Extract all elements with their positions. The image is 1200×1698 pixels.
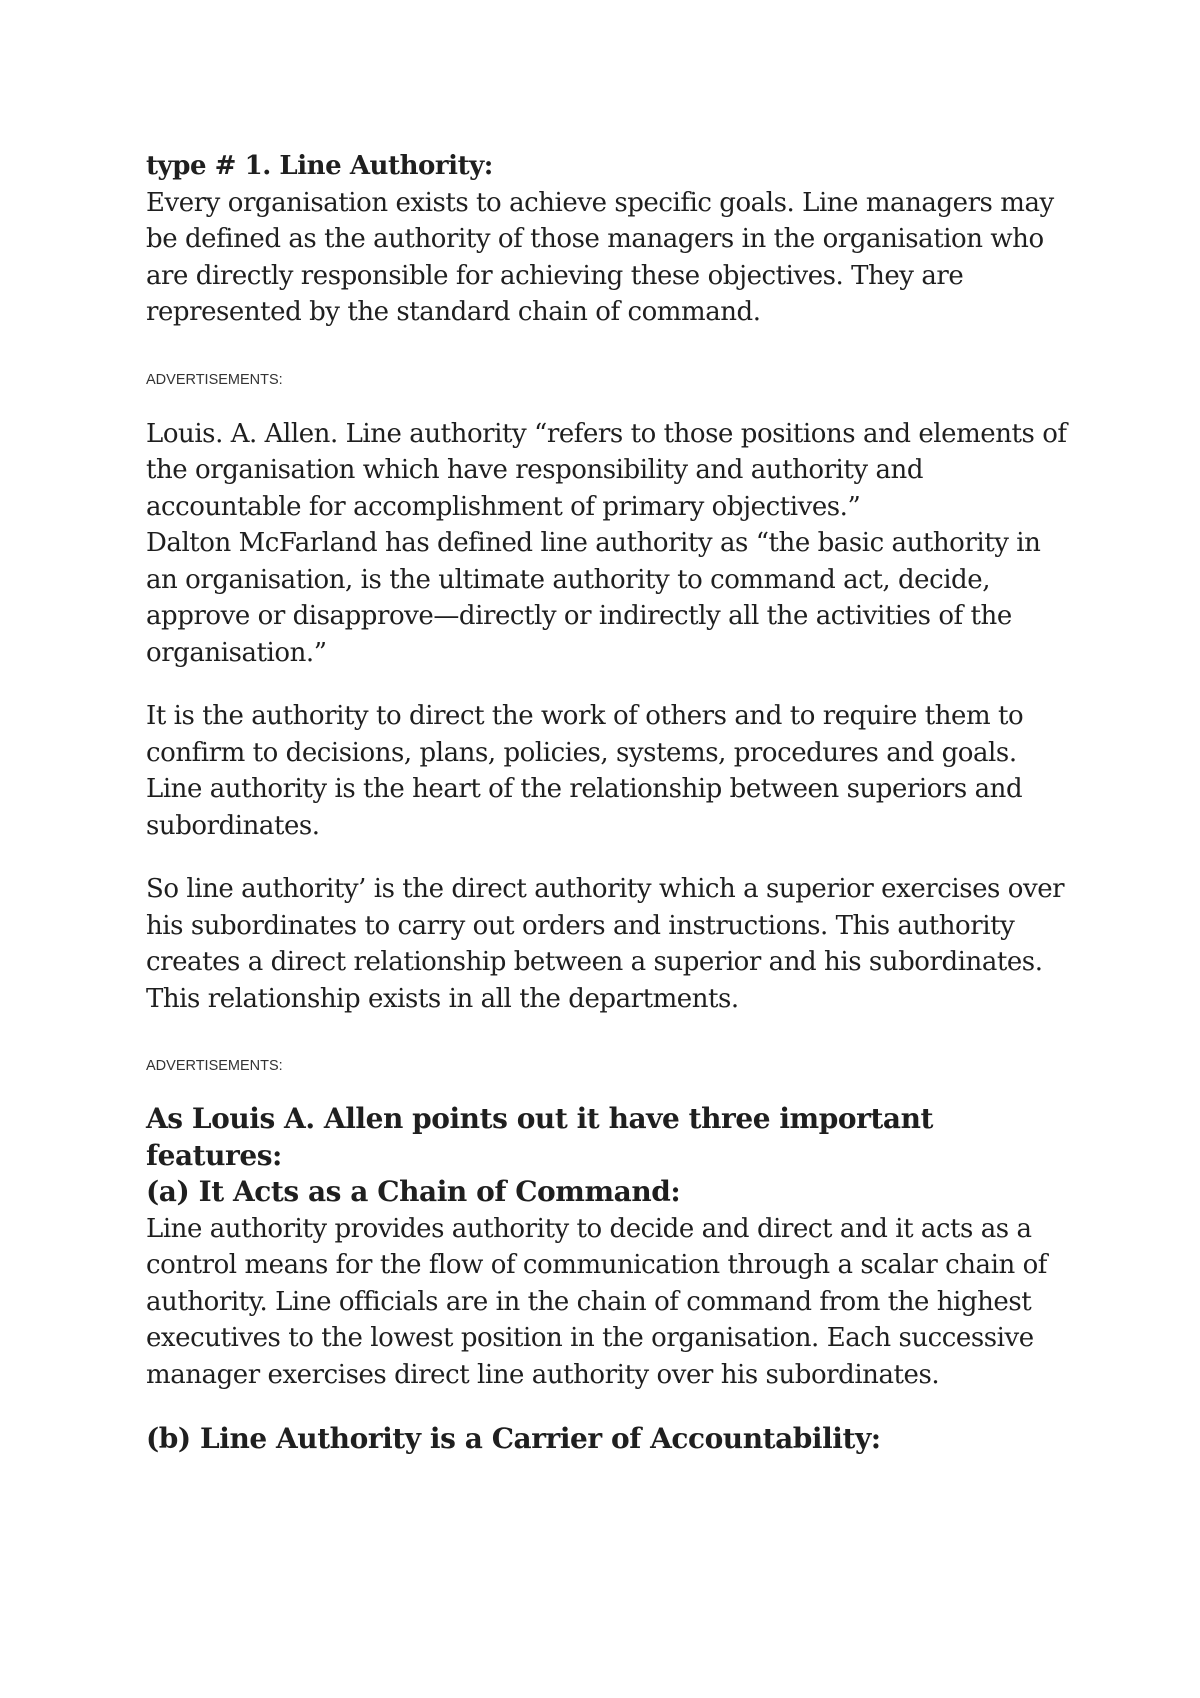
mcfarland-quote-paragraph: Dalton McFarland has defined line authority as “the basic authority in an organisation, is the ultimate authority to command act, decide, approve or disapprove—directly or indirectly all the activities of the organisation.” [146,528,1041,668]
feature-a-heading: (a) It Acts as a Chain of Command: [146,1175,681,1208]
feature-a-paragraph: Line authority provides authority to decide and direct and it acts as a control means for the flow of communication through a scalar chain of authority. Line officials are in the chain of command from the highest executives to the lowest position in the organisation. Each successive manager exercises direct line authority over his subordinates. [146,1213,1047,1390]
section-heading: type # 1. Line Authority: [146,151,493,181]
advertisement-label: ADVERTISEMENTS: [146,1058,283,1074]
direct-authority-paragraph: It is the authority to direct the work of others and to require them to confirm to decisions, plans, policies, systems, procedures and goals. Line authority is the heart of the relationship between superiors and subordinates. [146,701,1024,841]
intro-paragraph: Every organisation exists to achieve specific goals. Line managers may be defined as the authority of those managers in the organisation who are directly responsible for achieving these objectives. They are represented by the standard chain of command. [146,187,1054,327]
allen-quote-paragraph: Louis. A. Allen. Line authority “refers to those positions and elements of the organisation which have responsibility and authority and accountable for accomplishment of primary objectives.” [146,418,1067,522]
advertisement-label: ADVERTISEMENTS: [146,371,283,388]
features-heading: As Louis A. Allen points out it have three important features: [146,1102,933,1172]
summary-paragraph: So line authority’ is the direct authority which a superior exercises over his subordinates to carry out orders and instructions. This authority creates a direct relationship between a superior and his subordinates. This relationship exists in all the departments. [146,874,1065,1014]
document-page [146,148,1076,1458]
feature-b-heading: (b) Line Authority is a Carrier of Accountability: [146,1422,881,1455]
